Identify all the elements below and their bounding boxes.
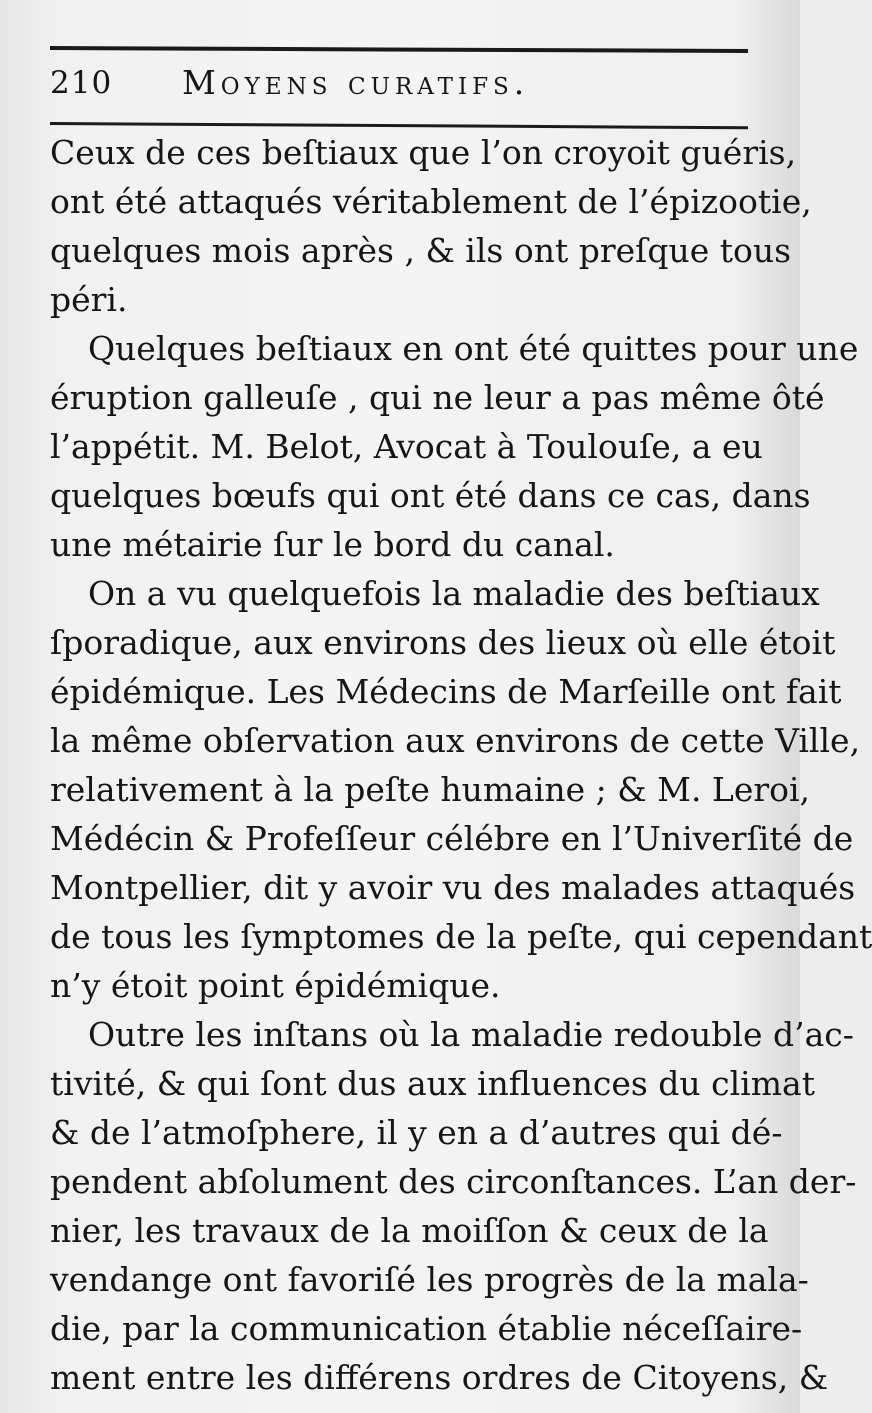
text-line: quelques mois après , & ils ont preſque tous — [50, 231, 792, 270]
text-line: & de l’atmoſphere, il y en a d’autres qui dé- — [50, 1113, 783, 1152]
text-line: On a vu quelquefois la maladie des beſtiaux — [88, 574, 820, 613]
text-line: Ceux de ces beſtiaux que l’on croyoit guéris, — [50, 133, 797, 172]
text-line: die, par la communication établie néceſſaire- — [50, 1309, 803, 1348]
text-line: ont été attaqués véritablement de l’épizootie, — [50, 182, 812, 221]
text-line: ment entre les différens ordres de Citoyens, & — [50, 1358, 829, 1397]
body-text — [50, 128, 872, 1402]
paragraph-3 — [50, 569, 872, 1010]
page-header — [50, 63, 748, 107]
text-line: de tous les ſymptomes de la peſte, qui cependant — [50, 917, 872, 956]
text-line: une métairie ſur le bord du canal. — [50, 525, 615, 564]
running-title: Moyens curatifs. — [182, 63, 530, 102]
text-line: péri. — [50, 280, 128, 319]
text-line: pendent abſolument des circonſtances. L’an der- — [50, 1162, 857, 1201]
text-line: Médécin & Profeſſeur célébre en l’Univerſité de — [50, 819, 854, 858]
paragraph-4 — [50, 1010, 857, 1402]
paragraph-1 — [50, 128, 812, 324]
text-line: la même obſervation aux environs de cette Ville, — [50, 721, 861, 760]
text-line: quelques bœufs qui ont été dans ce cas, dans — [50, 476, 811, 515]
text-line: ſporadique, aux environs des lieux où elle étoit — [50, 623, 836, 662]
page-number: 210 — [50, 65, 113, 101]
text-line: relativement à la peſte humaine ; & M. Leroi, — [50, 770, 811, 809]
text-line: tivité, & qui ſont dus aux influences du climat — [50, 1064, 815, 1103]
text-line: éruption galleuſe , qui ne leur a pas même ôté — [50, 378, 825, 417]
paragraph-2 — [50, 324, 859, 569]
text-line: vendange ont favoriſé les progrès de la mala- — [50, 1260, 809, 1299]
text-line: nier, les travaux de la moiſſon & ceux de la — [50, 1211, 769, 1250]
text-line: Outre les inſtans où la maladie redouble d’ac- — [88, 1015, 854, 1054]
text-line: épidémique. Les Médecins de Marſeille ont fait — [50, 672, 842, 711]
text-line: Quelques beſtiaux en ont été quittes pour une — [88, 329, 859, 368]
text-line: Montpellier, dit y avoir vu des malades attaqués — [50, 868, 856, 907]
header-top-rule — [50, 46, 748, 53]
text-line: l’appétit. M. Belot, Avocat à Toulouſe, a eu — [50, 427, 763, 466]
text-line: n’y étoit point épidémique. — [50, 966, 501, 1005]
